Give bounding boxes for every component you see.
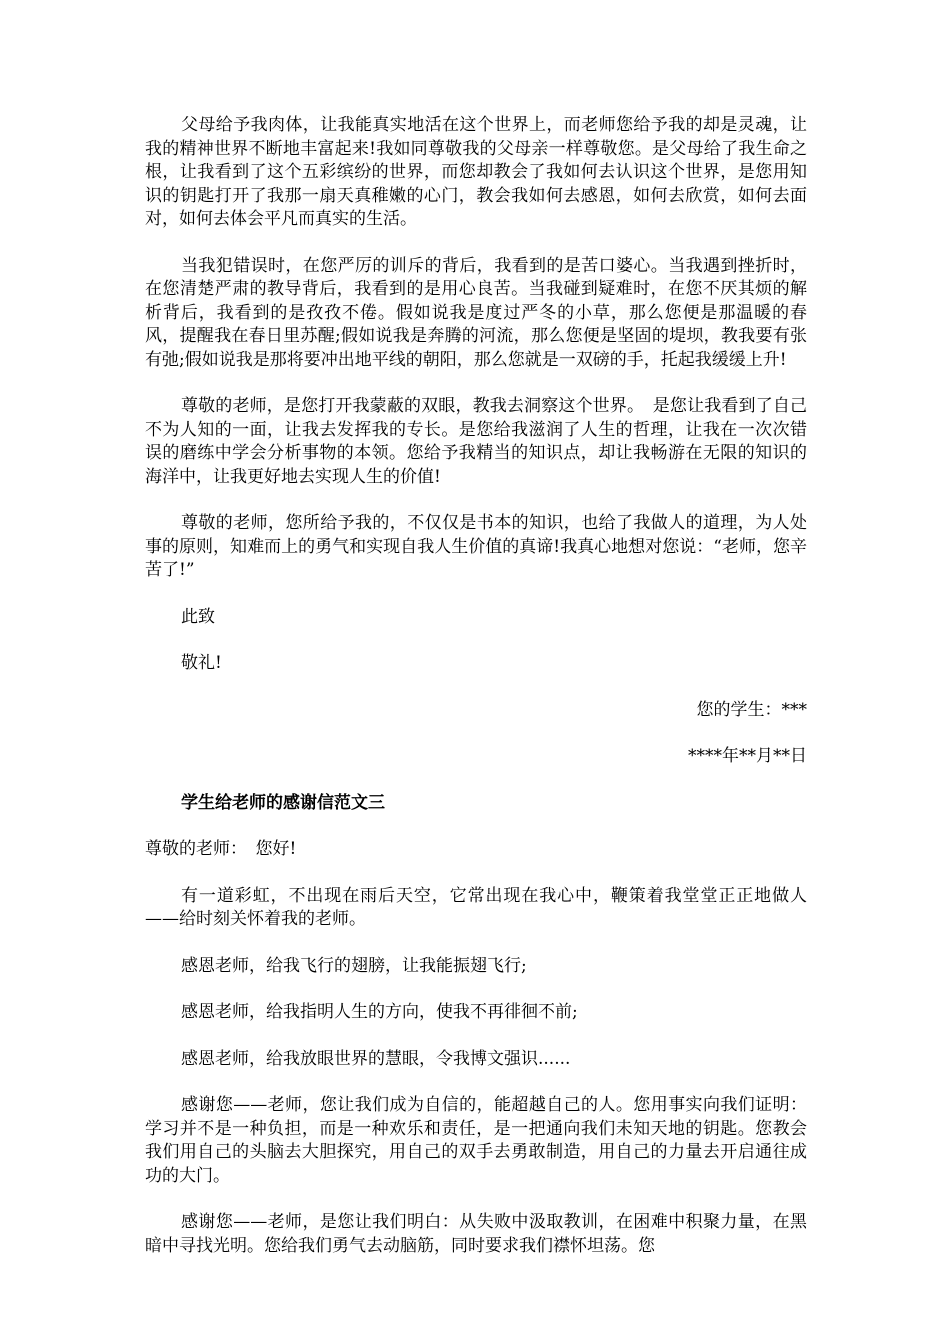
salutation: 尊敬的老师： 您好! bbox=[145, 839, 297, 859]
closing-salute: 敬礼! bbox=[181, 653, 222, 673]
body-paragraph: 有一道彩虹，不出现在雨后天空，它常出现在我心中，鞭策着我堂堂正正地做人——给时刻关怀着我的老师。 bbox=[145, 885, 807, 929]
closing-line: 此致 bbox=[181, 606, 215, 627]
body-paragraph: 尊敬的老师，是您打开我蒙蔽的双眼，教我去洞察这个世界。 是您让我看到了自己不为人知的一面，让我去发挥我的专长。是您给我滋润了人生的哲理，让我在一次次错误的磨练中学会分析事物的本领。您给予我精当的知识点，却让我畅游在无限的知识的海洋中，让我更好地去实现人生的价值! bbox=[145, 396, 807, 487]
letter-date: ****年**月**日 bbox=[688, 746, 807, 766]
section-heading: 学生给老师的感谢信范文三 bbox=[181, 792, 385, 813]
body-paragraph: 感恩老师，给我放眼世界的慧眼，令我博文强识...... bbox=[181, 1048, 571, 1069]
signature: 您的学生：*** bbox=[696, 699, 807, 720]
body-paragraph: 感谢您——老师，您让我们成为自信的，能超越自己的人。您用事实向我们证明：学习并不是一种负担，而是一种欢乐和责任，是一把通向我们未知天地的钥匙。您教会我们用自己的头脑去大胆探究，用自己的双手去勇敢制造，用自己的力量去开启通往成功的大门。 bbox=[145, 1095, 807, 1186]
body-paragraph: 感谢您——老师，是您让我们明白：从失败中汲取教训，在困难中积聚力量，在黑暗中寻找光明。您给我们勇气去动脑筋，同时要求我们襟怀坦荡。您 bbox=[145, 1212, 807, 1256]
body-paragraph: 当我犯错误时，在您严厉的训斥的背后，我看到的是苦口婆心。当我遇到挫折时，在您清楚严肃的教导背后，我看到的是用心良苦。当我碰到疑难时，在您不厌其烦的解析背后，我看到的是孜孜不倦。假如说我是度过严冬的小草，那么您便是那温暖的春风，提醒我在春日里苏醒;假如说我是奔腾的河流，那么您便是坚固的堤坝，教我要有张有弛;假如说我是那将要冲出地平线的朝阳，那么您就是一双磅的手，托起我缓缓上升! bbox=[145, 255, 807, 370]
document-page bbox=[145, 114, 807, 1258]
body-paragraph: 父母给予我肉体，让我能真实地活在这个世界上，而老师您给予我的却是灵魂，让我的精神世界不断地丰富起来!我如同尊敬我的父母亲一样尊敬您。是父母给了我生命之根，让我看到了这个五彩缤纷的世界，而您却教会了我如何去认识这个世界，是您用知识的钥匙打开了我那一扇天真稚嫩的心门，教会我如何去感恩，如何去欣赏，如何去面对，如何去体会平凡而真实的生活。 bbox=[145, 115, 807, 229]
body-paragraph: 尊敬的老师，您所给予我的，不仅仅是书本的知识，也给了我做人的道理，为人处事的原则，知难而上的勇气和实现自我人生价值的真谛!我真心地想对您说：“老师，您辛苦了!” bbox=[145, 513, 807, 580]
body-paragraph: 感恩老师，给我飞行的翅膀，让我能振翅飞行; bbox=[181, 955, 527, 976]
body-paragraph: 感恩老师，给我指明人生的方向，使我不再徘徊不前; bbox=[181, 1002, 578, 1022]
